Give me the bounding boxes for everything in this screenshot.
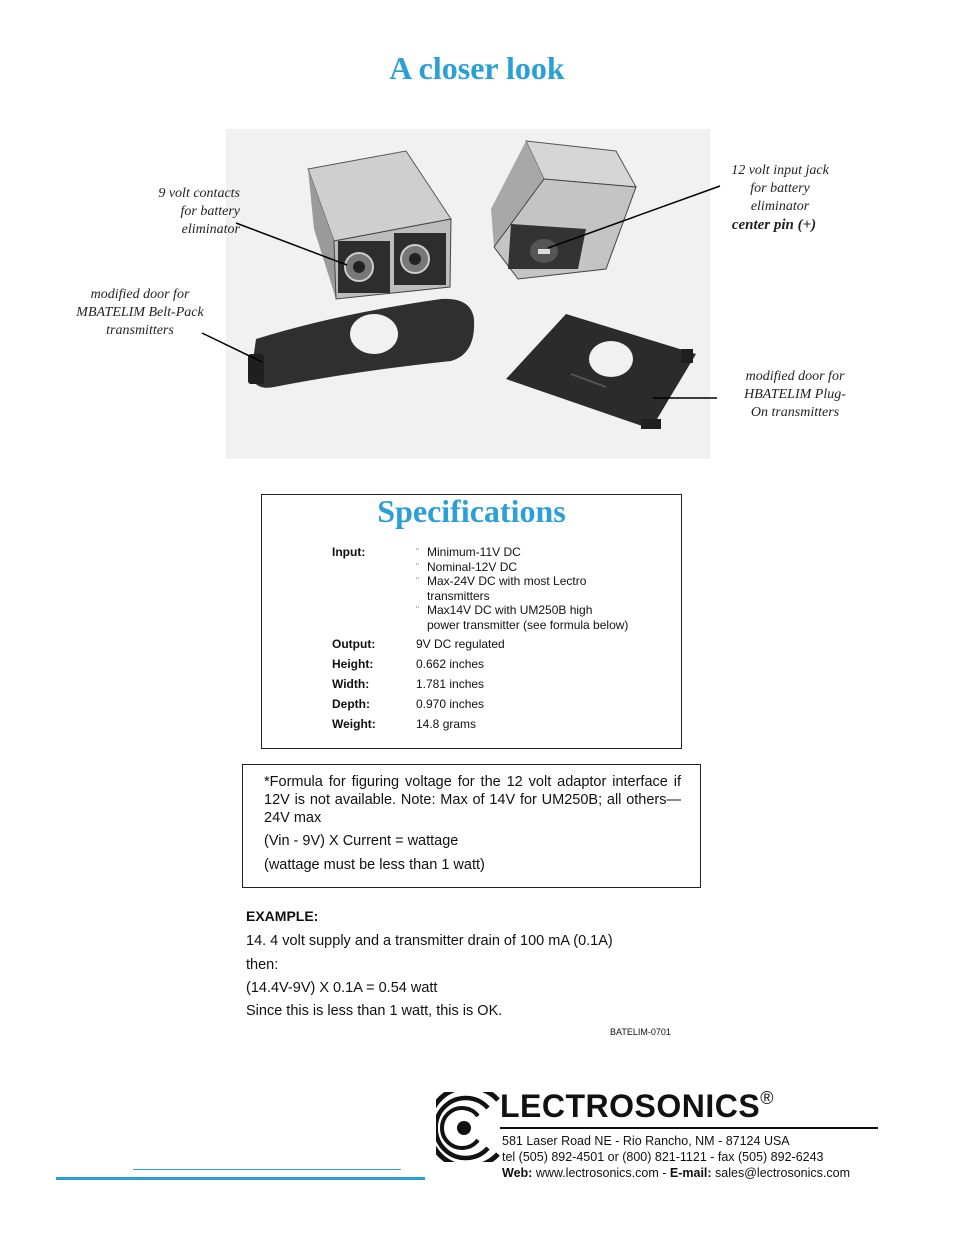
logo-rule bbox=[500, 1127, 878, 1129]
caption-line: eliminator bbox=[181, 222, 240, 237]
spec-label: Height: bbox=[332, 657, 374, 671]
caption-line: for battery bbox=[180, 204, 240, 219]
spec-value: 0.970 inches bbox=[416, 697, 485, 711]
bullet: ¨ bbox=[416, 547, 419, 557]
accent-rule-thin bbox=[133, 1169, 401, 1170]
spec-input-list bbox=[416, 545, 628, 632]
caption-line: MBATELIM Belt-Pack bbox=[76, 305, 204, 320]
caption-line: modified door for bbox=[745, 369, 845, 384]
formula-note: (wattage must be less than 1 watt) bbox=[264, 857, 485, 873]
caption-line: 9 volt contacts bbox=[158, 186, 240, 201]
company-name bbox=[500, 1088, 774, 1125]
specifications-title: Specifications bbox=[377, 493, 566, 529]
spec-input-item bbox=[416, 545, 628, 560]
email-link[interactable]: sales@lectrosonics.com bbox=[715, 1166, 851, 1180]
spec-input-text: Minimum-11V DC bbox=[427, 545, 521, 559]
caption-line: HBATELIM Plug- bbox=[744, 387, 846, 402]
spec-input-text: power transmitter (see formula below) bbox=[427, 617, 629, 632]
document-code: BATELIM-0701 bbox=[610, 1027, 671, 1037]
example-line: Since this is less than 1 watt, this is OK. bbox=[246, 1003, 503, 1019]
company-phone: tel (505) 892-4501 or (800) 821-1121 - fax (505) 892-6243 bbox=[502, 1150, 824, 1164]
email-label: E-mail: bbox=[669, 1166, 712, 1180]
spec-input-text: Max-24V DC with most Lectro bbox=[427, 574, 587, 588]
spec-input-item bbox=[416, 560, 628, 575]
spec-label: Output: bbox=[332, 637, 376, 651]
spec-value: 0.662 inches bbox=[416, 657, 485, 671]
spec-label-input: Input: bbox=[332, 545, 366, 559]
separator: - bbox=[658, 1166, 670, 1180]
company-contact bbox=[502, 1165, 850, 1181]
caption-line: for battery bbox=[750, 181, 810, 196]
company-address: 581 Laser Road NE - Rio Rancho, NM - 87124 USA bbox=[502, 1134, 790, 1148]
web-label: Web: bbox=[502, 1166, 533, 1180]
spec-input-text: transmitters bbox=[427, 588, 490, 603]
caption-bold: center pin (+) bbox=[731, 217, 817, 233]
caption-line: 12 volt input jack bbox=[731, 163, 829, 178]
bullet: ¨ bbox=[416, 561, 419, 572]
spec-input-text: Max14V DC with UM250B high bbox=[427, 603, 593, 617]
example-line: then: bbox=[246, 957, 279, 973]
company-wordmark: LECTROSONICS bbox=[500, 1088, 761, 1124]
example-heading: EXAMPLE: bbox=[246, 908, 319, 924]
caption-line: modified door for bbox=[90, 287, 190, 302]
formula-equation: (Vin - 9V) X Current = wattage bbox=[264, 833, 459, 849]
caption-line: On transmitters bbox=[750, 405, 840, 420]
spec-input-text: Nominal-12V DC bbox=[427, 559, 518, 574]
spec-value: 1.781 inches bbox=[416, 677, 485, 691]
accent-rule-thick bbox=[56, 1177, 425, 1180]
caption-line: transmitters bbox=[106, 323, 174, 338]
spec-label: Width: bbox=[332, 677, 370, 691]
bullet: ¨ bbox=[416, 576, 419, 586]
caption-line: eliminator bbox=[750, 199, 810, 214]
example-line: 14. 4 volt supply and a transmitter drain of 100 mA (0.1A) bbox=[246, 933, 613, 949]
spec-label: Weight: bbox=[332, 717, 376, 731]
spec-value: 9V DC regulated bbox=[416, 637, 505, 651]
registered-mark: ® bbox=[760, 1088, 774, 1108]
page-title: A closer look bbox=[389, 50, 565, 86]
spec-input-item bbox=[416, 603, 628, 632]
formula-intro: *Formula for figuring voltage for the 12 volt adaptor interface if 12V is not available. Note: Max of 14V for UM250B; all others—24V max bbox=[264, 774, 681, 826]
spec-label: Depth: bbox=[332, 697, 370, 711]
leader-lines bbox=[0, 0, 954, 470]
spec-value: 14.8 grams bbox=[416, 717, 477, 731]
website-link[interactable]: www.lectrosonics.com bbox=[535, 1166, 659, 1180]
spec-input-item bbox=[416, 574, 628, 603]
bullet: ¨ bbox=[416, 605, 419, 615]
example-line: (14.4V-9V) X 0.1A = 0.54 watt bbox=[246, 980, 438, 996]
lectrosonics-logo-icon bbox=[436, 1092, 504, 1162]
